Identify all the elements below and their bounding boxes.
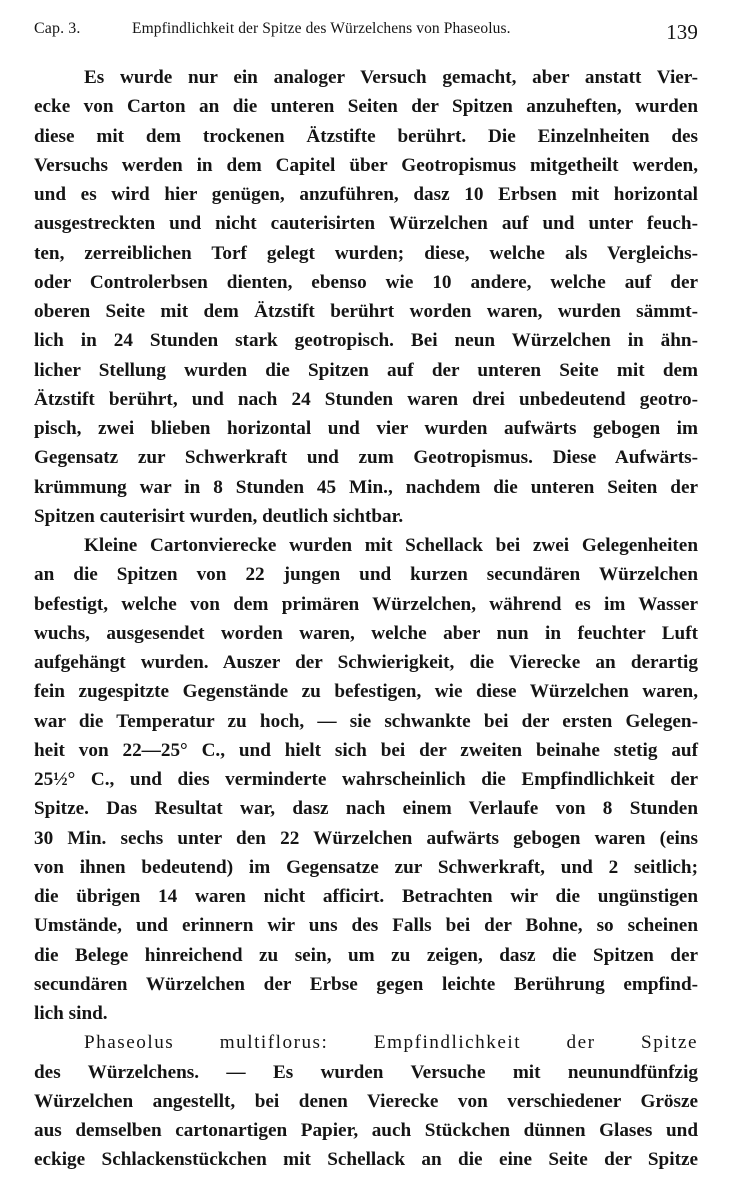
text-line: licher Stellung wurden die Spitzen auf der unteren Seite mit dem — [34, 359, 698, 381]
text-line: Versuchs werden in dem Capitel über Geotropismus mitgetheilt werden, — [34, 154, 698, 176]
text-line: lich in 24 Stunden stark geotropisch. Bei neun Würzelchen in ähn- — [34, 330, 698, 352]
text-line: Es wurde nur ein analoger Versuch gemacht, aber anstatt Vier- — [84, 67, 698, 88]
text-line: Kleine Cartonvierecke wurden mit Schellack bei zwei Gelegenheiten — [84, 535, 698, 556]
text-line: ausgestreckten und nicht cauterisirten Würzelchen auf und unter feuch- — [34, 213, 698, 235]
text-line: oberen Seite mit dem Ätzstift berührt worden waren, wurden sämmt- — [34, 301, 698, 322]
text-line: 25½° C., und dies verminderte wahrscheinlich die Empfindlichkeit der — [34, 769, 698, 790]
text-line: secundären Würzelchen der Erbse gegen leichte Berührung empfind- — [34, 973, 698, 995]
text-line: befestigt, welche von dem primären Würzelchen, während es im Wasser — [34, 593, 698, 615]
text-line: oder Controlerbsen dienten, ebenso wie 10 andere, welche auf der — [34, 271, 698, 293]
text-line: ecke von Carton an die unteren Seiten der Spitzen anzuheften, wurden — [34, 96, 698, 118]
page-number: 139 — [666, 20, 698, 44]
running-head — [34, 18, 698, 46]
text-line: aufgehängt wurden. Auszer der Schwierigkeit, die Vierecke an derartig — [34, 652, 698, 673]
body-text — [34, 63, 698, 1175]
text-line: ten, zerreiblichen Torf gelegt wurden; diese, welche als Vergleichs- — [34, 242, 698, 264]
text-line: und es wird hier genügen, anzuführen, dasz 10 Erbsen mit horizontal — [34, 184, 698, 205]
text-line: Umstände, und erinnern wir uns des Falls bei der Bohne, so scheinen — [34, 915, 698, 937]
text-line: fein zugespitzte Gegenstände zu befestigen, wie diese Würzelchen waren, — [34, 681, 698, 703]
text-line: Spitze. Das Resultat war, dasz nach einem Verlaufe von 8 Stunden — [34, 798, 698, 820]
text-line: Spitzen cauterisirt wurden, deutlich sichtbar. — [34, 505, 404, 527]
text-line: war die Temperatur zu hoch, — sie schwankte bei der ersten Gelegen- — [34, 710, 698, 732]
text-line: die Belege hinreichend zu sein, um zu zeigen, dasz die Spitzen der — [34, 944, 698, 966]
text-line: lich sind. — [34, 1003, 108, 1024]
chapter-label: Cap. 3. — [34, 20, 81, 37]
section-heading-line: Phaseolus multiflorus: Empfindlichkeit der Spitze — [84, 1032, 698, 1054]
text-line: eckige Schlackenstückchen mit Schellack an die eine Seite der Spitze — [34, 1149, 698, 1171]
text-line: heit von 22—25° C., und hielt sich bei der zweiten beinahe stetig auf — [34, 739, 698, 761]
text-line: die übrigen 14 waren nicht afficirt. Betrachten wir die ungünstigen — [34, 886, 698, 907]
text-line: 30 Min. sechs unter den 22 Würzelchen aufwärts gebogen waren (eins — [34, 827, 698, 849]
text-line: aus demselben cartonartigen Papier, auch Stückchen dünnen Glases und — [34, 1120, 698, 1141]
text-line: pisch, zwei blieben horizontal und vier wurden aufwärts gebogen im — [34, 418, 698, 439]
text-line: wuchs, ausgesendet worden waren, welche aber nun in feuchter Luft — [34, 622, 698, 644]
text-line: Würzelchen angestellt, bei denen Vierecke von verschiedener Grösze — [34, 1090, 698, 1112]
running-title: Empfindlichkeit der Spitze des Würzelchens von Phaseolus. — [132, 20, 511, 37]
text-line: an die Spitzen von 22 jungen und kurzen secundären Würzelchen — [34, 564, 698, 586]
text-line: krümmung war in 8 Stunden 45 Min., nachdem die unteren Seiten der — [34, 476, 698, 498]
text-line: des Würzelchens. — Es wurden Versuche mit neunundfünfzig — [34, 1061, 698, 1083]
text-line: von ihnen bedeutend) im Gegensatze zur Schwerkraft, und 2 seitlich; — [34, 856, 698, 878]
text-line: Ätzstift berührt, und nach 24 Stunden waren drei unbedeutend geotro- — [34, 388, 698, 410]
text-line: diese mit dem trockenen Ätzstifte berührt. Die Einzelnheiten des — [34, 125, 698, 147]
text-line: Gegensatz zur Schwerkraft und zum Geotropismus. Diese Aufwärts- — [34, 447, 698, 469]
